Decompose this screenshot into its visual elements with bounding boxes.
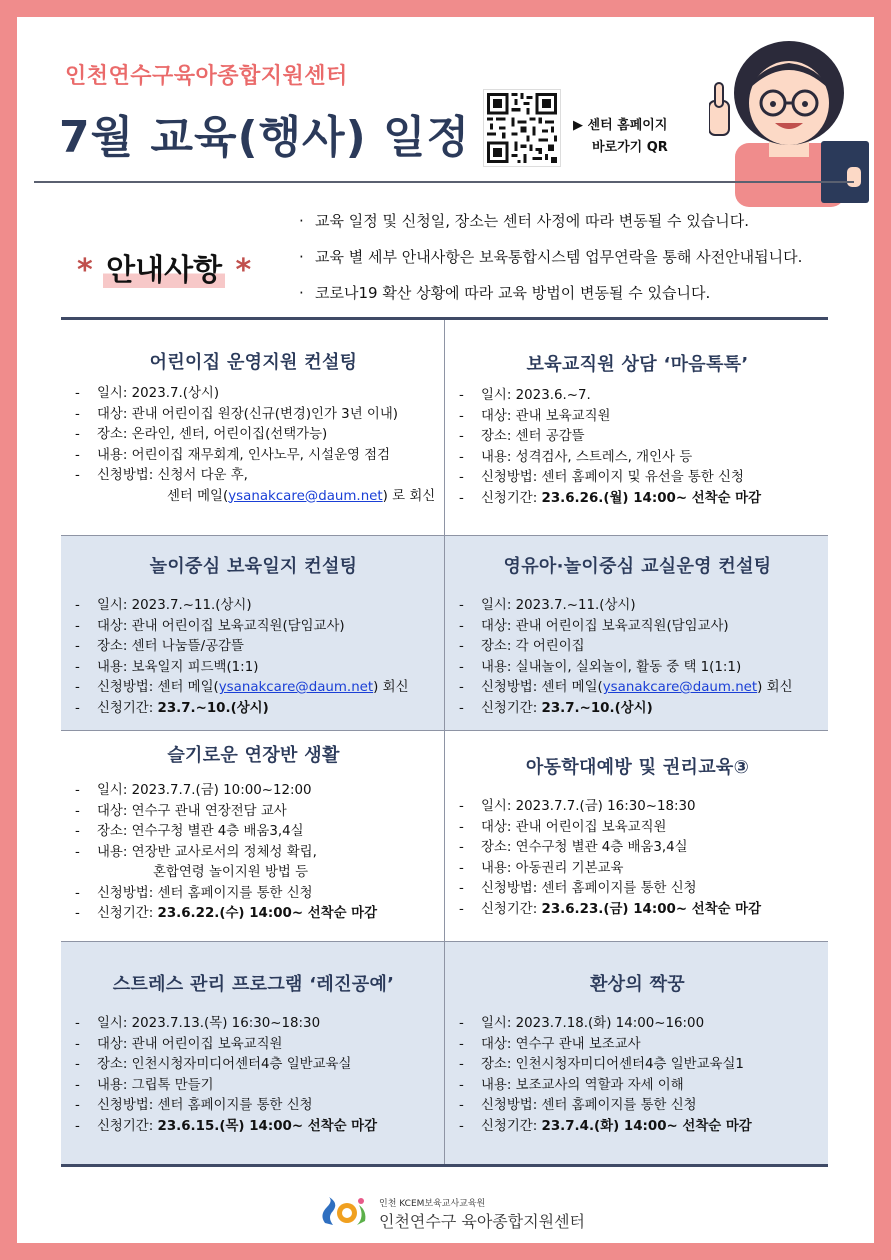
program-title: 환상의 짝꿍 (589, 974, 685, 995)
detail-target: - 대상: 관내 어린이집 보육교직원(담임교사) (75, 618, 345, 634)
footer-center-name: 인천연수구 육아종합지원센터 (379, 1212, 586, 1231)
detail-content: - 내용: 성격검사, 스트레스, 개인사 등 (459, 449, 693, 465)
qr-caption-line1: ▶ 센터 홈페이지 (573, 118, 668, 133)
footer-institute: 인천 KCEM보육교사교육원 (379, 1199, 486, 1209)
program-details (457, 1014, 818, 1137)
notice-label (77, 245, 251, 289)
program-card-classroom-consulting (444, 536, 828, 730)
program-card-daycare-consulting (61, 320, 444, 535)
poster (17, 17, 874, 1243)
notice-star-left: * (77, 253, 93, 288)
detail-target: - 대상: 관내 보육교직원 (459, 408, 611, 424)
detail-target: - 대상: 관내 어린이집 보육교직원(담임교사) (459, 618, 729, 634)
program-card-child-rights (444, 731, 828, 941)
detail-target: - 대상: 연수구 관내 연장전담 교사 (75, 803, 287, 819)
detail-period: - 신청기간: 23.6.26.(월) 14:00~ 선착순 마감 (459, 490, 762, 506)
detail-date: - 일시: 2023.6.~7. (459, 388, 591, 403)
detail-period: - 신청기간: 23.6.22.(수) 14:00~ 선착순 마감 (75, 906, 378, 921)
notice-label-text: 안내사항 (103, 253, 225, 288)
program-details (73, 781, 434, 925)
detail-apply: - 신청방법: 센터 메일(ysanakcare@daum.net) 회신 (75, 680, 409, 695)
email-link[interactable]: ysanakcare@daum.net (218, 680, 374, 695)
detail-target: - 대상: 관내 어린이집 보육교직원 (75, 1036, 283, 1052)
detail-apply: - 신청방법: 센터 홈페이지를 통한 신청 (459, 881, 697, 896)
program-card-extended-class (61, 731, 444, 941)
detail-place: - 장소: 연수구청 별관 4층 배움3,4실 (459, 840, 688, 855)
detail-apply: - 신청방법: 센터 홈페이지 및 유선을 통한 신청 (459, 470, 744, 485)
detail-period: - 신청기간: 23.6.23.(금) 14:00~ 선착순 마감 (459, 901, 762, 917)
detail-date: - 일시: 2023.7.18.(화) 14:00~16:00 (459, 1016, 705, 1031)
detail-content: - 내용: 실내놀이, 실외놀이, 활동 중 택 1(1:1) (459, 659, 742, 675)
detail-place: - 장소: 연수구청 별관 4층 배움3,4실 (75, 824, 304, 839)
notice-item: · 교육 별 세부 안내사항은 보육통합시스템 업무연락을 통해 사전안내됩니다. (299, 248, 803, 266)
detail-place: - 장소: 온라인, 센터, 어린이집(선택가능) (75, 427, 328, 442)
notice-item: · 코로나19 확산 상황에 따라 교육 방법이 변동될 수 있습니다. (299, 284, 711, 302)
detail-period: - 신청기간: 23.7.4.(화) 14:00~ 선착순 마감 (459, 1118, 752, 1134)
center-name: 인천연수구육아종합지원센터 (65, 64, 348, 89)
program-details (73, 384, 434, 507)
detail-apply: - 신청방법: 신청서 다운 후, (75, 468, 248, 483)
detail-place: - 장소: 센터 공감뜰 (459, 429, 585, 444)
detail-content: - 내용: 보조교사의 역할과 자세 이해 (459, 1077, 684, 1093)
detail-apply: - 신청방법: 센터 메일(ysanakcare@daum.net) 회신 (459, 680, 793, 695)
detail-place: - 장소: 각 어린이집 (459, 639, 585, 654)
program-details (457, 596, 818, 719)
program-title: 슬기로운 연장반 생활 (167, 745, 340, 766)
detail-content: - 내용: 아동권리 기본교육 (459, 860, 624, 876)
program-row (61, 536, 828, 731)
program-row (61, 942, 828, 1164)
program-title: 아동학대예방 및 권리교육③ (525, 757, 750, 778)
program-details (457, 386, 818, 509)
program-grid (61, 317, 828, 1167)
program-card-stress-program (61, 942, 444, 1164)
detail-apply: - 신청방법: 센터 홈페이지를 통한 신청 (459, 1098, 697, 1113)
detail-target: - 대상: 관내 어린이집 보육교직원 (459, 819, 667, 835)
detail-date: - 일시: 2023.7.13.(목) 16:30~18:30 (75, 1016, 321, 1031)
detail-content: - 내용: 연장반 교사로서의 정체성 확립, (75, 844, 317, 860)
qr-caption-line2: 바로가기 QR (592, 140, 668, 155)
program-title: 놀이중심 보육일지 컨설팅 (149, 556, 358, 577)
detail-date: - 일시: 2023.7.7.(금) 16:30~18:30 (459, 799, 696, 814)
detail-content: - 내용: 어린이집 재무회계, 인사노무, 시설운영 점검 (75, 447, 391, 463)
detail-period: - 신청기간: 23.7.~10.(상시) (75, 700, 269, 716)
program-title: 영유아·놀이중심 교실운영 컨설팅 (503, 556, 772, 577)
program-card-journal-consulting (61, 536, 444, 730)
center-logo-icon (317, 1195, 367, 1231)
notice-list (299, 203, 802, 311)
program-title: 스트레스 관리 프로그램 ‘레진공예’ (112, 974, 395, 995)
footer (317, 1195, 617, 1235)
program-title: 어린이집 운영지원 컨설팅 (149, 352, 358, 373)
detail-date: - 일시: 2023.7.(상시) (75, 386, 220, 401)
detail-apply: - 신청방법: 센터 홈페이지를 통한 신청 (75, 885, 313, 901)
detail-apply: - 신청방법: 센터 홈페이지를 통한 신청 (75, 1098, 313, 1113)
detail-period: - 신청기간: 23.6.15.(목) 14:00~ 선착순 마감 (75, 1118, 378, 1134)
email-link[interactable]: ysanakcare@daum.net (602, 680, 758, 695)
detail-date: - 일시: 2023.7.7.(금) 10:00~12:00 (75, 783, 312, 798)
program-details (73, 1014, 434, 1137)
detail-date: - 일시: 2023.7.~11.(상시) (75, 598, 252, 613)
detail-target: - 대상: 연수구 관내 보조교사 (459, 1036, 641, 1052)
notice-item: · 교육 일정 및 신청일, 장소는 센터 사정에 따라 변동될 수 있습니다. (299, 212, 749, 230)
program-title: 보육교직원 상담 ‘마음톡톡’ (526, 354, 749, 375)
detail-period: - 신청기간: 23.7.~10.(상시) (459, 700, 653, 716)
program-card-counseling (444, 320, 828, 535)
program-details (457, 797, 818, 920)
detail-apply-cont: 센터 메일(ysanakcare@daum.net) 로 회신 (167, 488, 436, 504)
program-card-assistant-partner (444, 942, 828, 1164)
detail-content: - 내용: 그립톡 만들기 (75, 1077, 214, 1093)
detail-content: - 내용: 보육일지 피드백(1:1) (75, 659, 259, 675)
detail-target: - 대상: 관내 어린이집 원장(신규(변경)인가 3년 이내) (75, 406, 398, 422)
qr-code-icon[interactable] (483, 89, 561, 167)
detail-place: - 장소: 센터 나눔뜰/공감뜰 (75, 639, 244, 654)
header-divider (34, 181, 854, 183)
notice-star-right: * (235, 253, 252, 288)
program-row (61, 731, 828, 942)
program-row (61, 320, 828, 536)
detail-place: - 장소: 인천시청자미디어센터4층 일반교육실 (75, 1057, 352, 1072)
program-details (73, 596, 434, 719)
page-title: 7월 교육(행사) 일정 (59, 112, 470, 163)
detail-content-cont: 혼합연령 놀이지원 방법 등 (153, 865, 309, 880)
qr-caption (573, 115, 668, 159)
email-link[interactable]: ysanakcare@daum.net (228, 488, 383, 504)
detail-date: - 일시: 2023.7.~11.(상시) (459, 598, 636, 613)
detail-place: - 장소: 인천시청자미디어센터4층 일반교육실1 (459, 1057, 744, 1072)
